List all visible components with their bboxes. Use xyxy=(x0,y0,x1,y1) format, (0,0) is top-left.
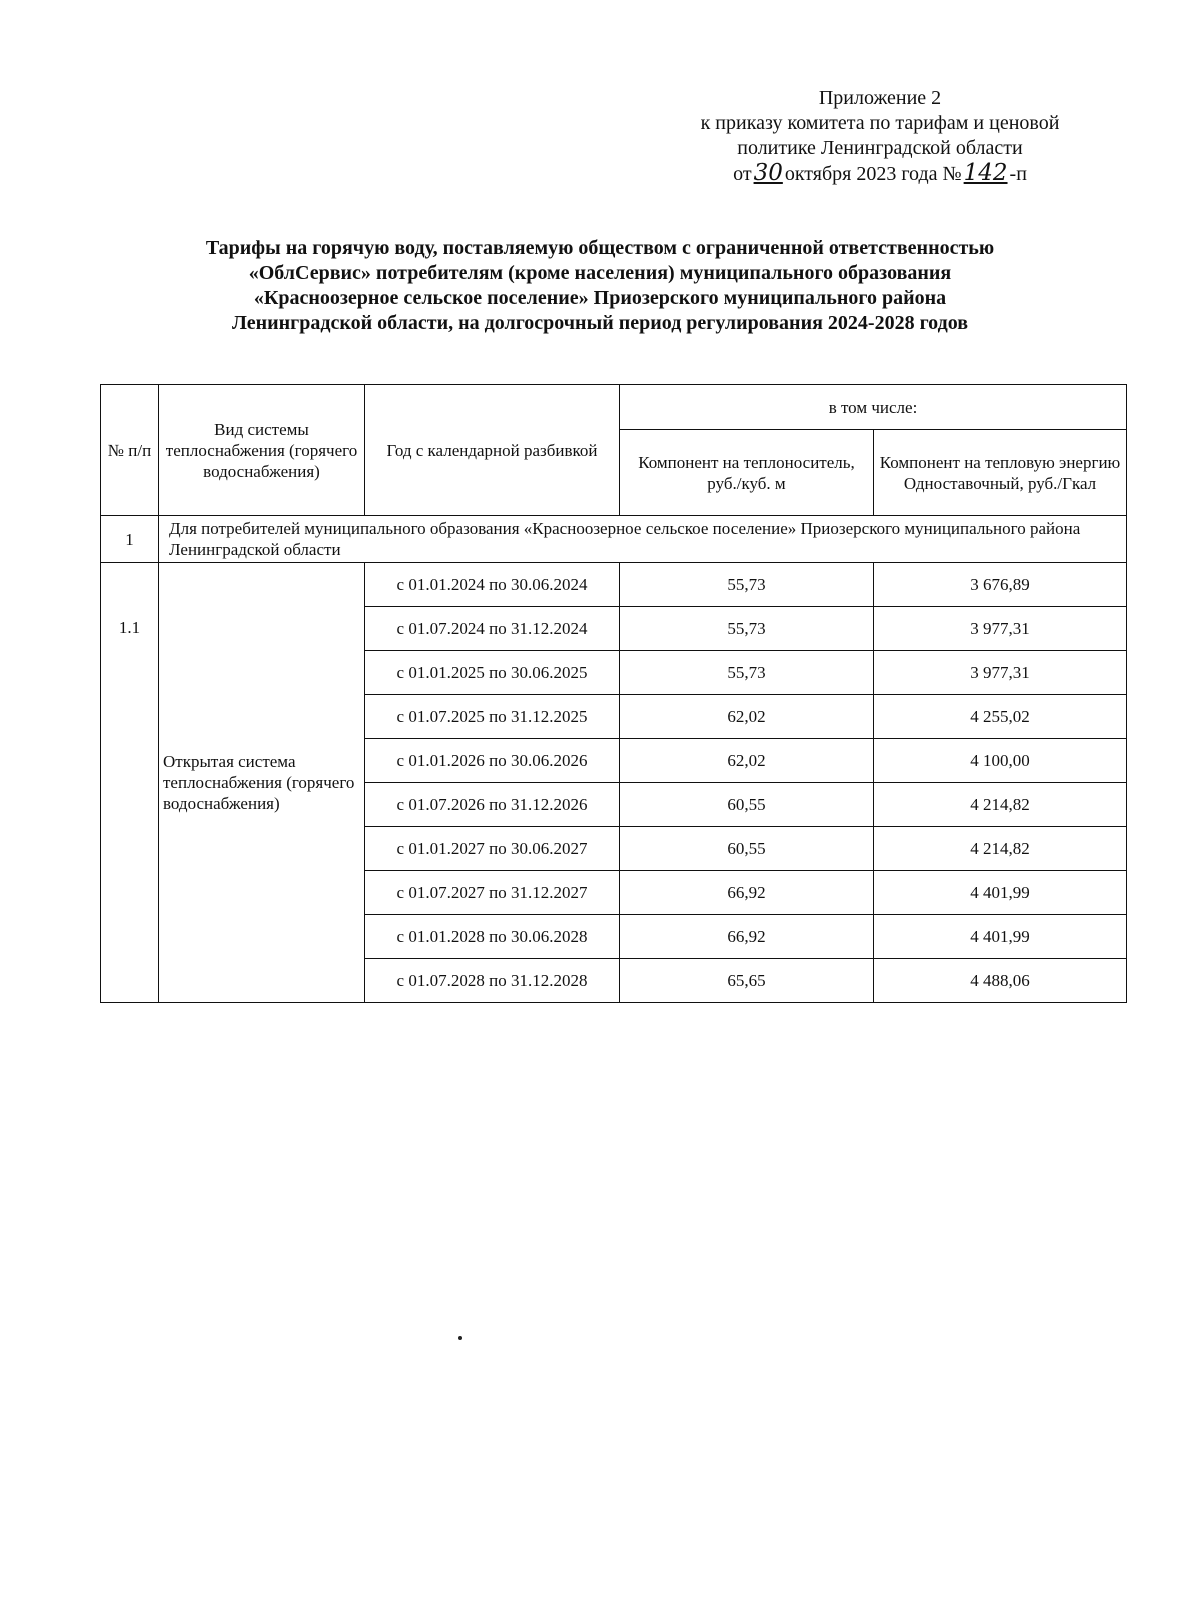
period-cell: с 01.01.2025 по 30.06.2025 xyxy=(365,651,620,695)
period-cell: с 01.01.2026 по 30.06.2026 xyxy=(365,739,620,783)
title-line-3: «Красноозерное сельское поселение» Приозерского муниципального района xyxy=(253,287,947,309)
group-label: Для потребителей муниципального образования «Красноозерное сельское поселение» Приозерского муниципального района Ленинградской области xyxy=(159,516,1127,563)
tariff-table xyxy=(100,384,1127,1003)
header-num: № п/п xyxy=(101,385,159,516)
period-cell: с 01.07.2026 по 31.12.2026 xyxy=(365,783,620,827)
appendix-committee-line: политике Ленинградской области xyxy=(737,137,1023,159)
coolant-cell: 55,73 xyxy=(620,607,874,651)
handwritten-order-number: 142 xyxy=(963,160,1008,186)
coolant-cell: 62,02 xyxy=(620,695,874,739)
appendix-date-line xyxy=(620,161,1140,187)
header-energy: Компонент на тепловую энергию Одноставочный, руб./Гкал xyxy=(874,430,1127,516)
coolant-cell: 60,55 xyxy=(620,783,874,827)
period-cell: с 01.07.2024 по 31.12.2024 xyxy=(365,607,620,651)
appendix-order-line: к приказу комитета по тарифам и ценовой xyxy=(700,112,1060,134)
title-line-1: Тарифы на горячую воду, поставляемую обществом с ограниченной ответственностью xyxy=(205,237,995,259)
group-num: 1 xyxy=(101,516,159,563)
coolant-cell: 55,73 xyxy=(620,651,874,695)
energy-cell: 4 488,06 xyxy=(874,959,1127,1003)
coolant-cell: 55,73 xyxy=(620,563,874,607)
date-middle: октября 2023 года № xyxy=(784,163,962,185)
system-type: Открытая система теплоснабжения (горячего водоснабжения) xyxy=(159,563,365,1003)
header-year: Год с календарной разбивкой xyxy=(365,385,620,516)
coolant-cell: 65,65 xyxy=(620,959,874,1003)
energy-cell: 3 977,31 xyxy=(874,607,1127,651)
period-cell: с 01.07.2027 по 31.12.2027 xyxy=(365,871,620,915)
period-cell: с 01.07.2028 по 31.12.2028 xyxy=(365,959,620,1003)
energy-cell: 4 255,02 xyxy=(874,695,1127,739)
table-row xyxy=(101,563,1127,607)
energy-cell: 4 401,99 xyxy=(874,915,1127,959)
energy-cell: 3 977,31 xyxy=(874,651,1127,695)
group-row xyxy=(101,516,1127,563)
coolant-cell: 60,55 xyxy=(620,827,874,871)
energy-cell: 4 214,82 xyxy=(874,783,1127,827)
date-prefix: от xyxy=(733,163,752,185)
header-including: в том числе: xyxy=(620,385,1127,430)
title-line-2: «ОблСервис» потребителям (кроме населения) муниципального образования xyxy=(248,262,952,284)
appendix-header xyxy=(620,86,1140,187)
header-coolant: Компонент на теплоноситель, руб./куб. м xyxy=(620,430,874,516)
handwritten-day: 30 xyxy=(753,160,783,186)
appendix-title: Приложение 2 xyxy=(818,87,942,109)
period-cell: с 01.01.2027 по 30.06.2027 xyxy=(365,827,620,871)
period-cell: с 01.01.2028 по 30.06.2028 xyxy=(365,915,620,959)
energy-cell: 4 100,00 xyxy=(874,739,1127,783)
period-cell: с 01.07.2025 по 31.12.2025 xyxy=(365,695,620,739)
header-system: Вид системы теплоснабжения (горячего водоснабжения) xyxy=(159,385,365,516)
coolant-cell: 62,02 xyxy=(620,739,874,783)
energy-cell: 4 214,82 xyxy=(874,827,1127,871)
scan-speck xyxy=(458,1336,462,1340)
subsection-num: 1.1 xyxy=(101,563,159,1003)
energy-cell: 3 676,89 xyxy=(874,563,1127,607)
period-cell: с 01.01.2024 по 30.06.2024 xyxy=(365,563,620,607)
order-suffix: -п xyxy=(1009,163,1027,185)
coolant-cell: 66,92 xyxy=(620,915,874,959)
title-line-4: Ленинградской области, на долгосрочный период регулирования 2024-2028 годов xyxy=(231,312,969,334)
document-title xyxy=(110,236,1090,336)
energy-cell: 4 401,99 xyxy=(874,871,1127,915)
coolant-cell: 66,92 xyxy=(620,871,874,915)
